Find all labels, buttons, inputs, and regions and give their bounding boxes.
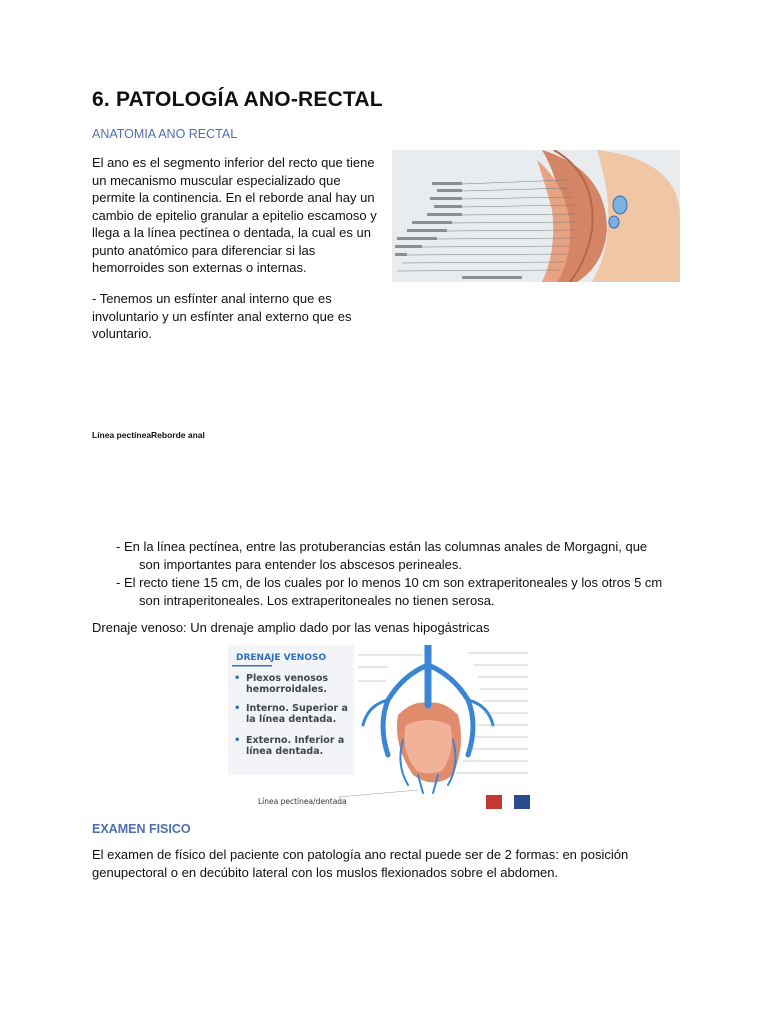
bullet-line-1: - En la línea pectínea, entre las protuberancias están las columnas anales de Morgagni, que: [116, 539, 648, 554]
bullet-icon: •: [234, 735, 241, 746]
bullet-item: [116, 574, 676, 610]
paragraph-drenaje: Drenaje venoso: Un drenaje amplio dado por las venas hipogástricas: [92, 620, 490, 635]
bullet-line-2: son intraperitoneales. Los extraperitoneales no tienen serosa.: [139, 593, 495, 608]
figure-item-text: Interno. Superior a la línea dentada.: [246, 703, 348, 725]
figure-caption: Línea pectínea/dentada: [258, 797, 347, 806]
page-title: 6. PATOLOGÍA ANO-RECTAL: [92, 88, 383, 111]
venous-drainage-figure: [228, 645, 540, 817]
figure-title: DRENAJE VENOSO: [236, 653, 327, 663]
anatomy-figure: [392, 150, 680, 282]
bullet-icon: •: [234, 703, 241, 714]
bullet-icon: •: [234, 673, 241, 684]
figure-item-text: Plexos venosos hemorroidales.: [246, 673, 329, 695]
bullet-line-2: son importantes para entender los abscesos perineales.: [139, 557, 463, 572]
figure-label-pectinea: Línea pectíneaReborde anal: [92, 430, 205, 440]
venous-drainage-illustration: [228, 645, 540, 817]
paragraph-anatomy: El ano es el segmento inferior del recto que tiene un mecanismo muscular especializado que permite la continencia. En el reborde anal hay un cambio de epitelio granular a epitelio escamoso y llega a la línea pectínea o dentada, la cual es un punto anatómico para diferenciar si las hemorroides son externas o internas.: [92, 155, 377, 275]
section-heading-anatomy: ANATOMIA ANO RECTAL: [92, 127, 238, 141]
bullet-line-1: - El recto tiene 15 cm, de los cuales por lo menos 10 cm son extraperitoneales y los otros 5 cm: [116, 575, 663, 590]
bullet-item: [116, 538, 676, 574]
figure-item-text: Externo. Inferior a línea dentada.: [246, 735, 345, 757]
anatomy-illustration: [392, 150, 680, 282]
figure-item: [234, 703, 356, 725]
paragraph-sphincter: - Tenemos un esfínter anal interno que es involuntario y un esfínter anal externo que es voluntario.: [92, 291, 352, 341]
paragraph-exam: El examen de físico del paciente con patología ano rectal puede ser de 2 formas: en posición genupectoral o en decúbito lateral con los muslos flexionados sobre el abdomen.: [92, 847, 629, 880]
figure-item: [234, 673, 356, 695]
bullet-list: [116, 538, 676, 610]
figure-item: [234, 735, 356, 757]
section-heading-exam: EXAMEN FISICO: [92, 822, 191, 836]
